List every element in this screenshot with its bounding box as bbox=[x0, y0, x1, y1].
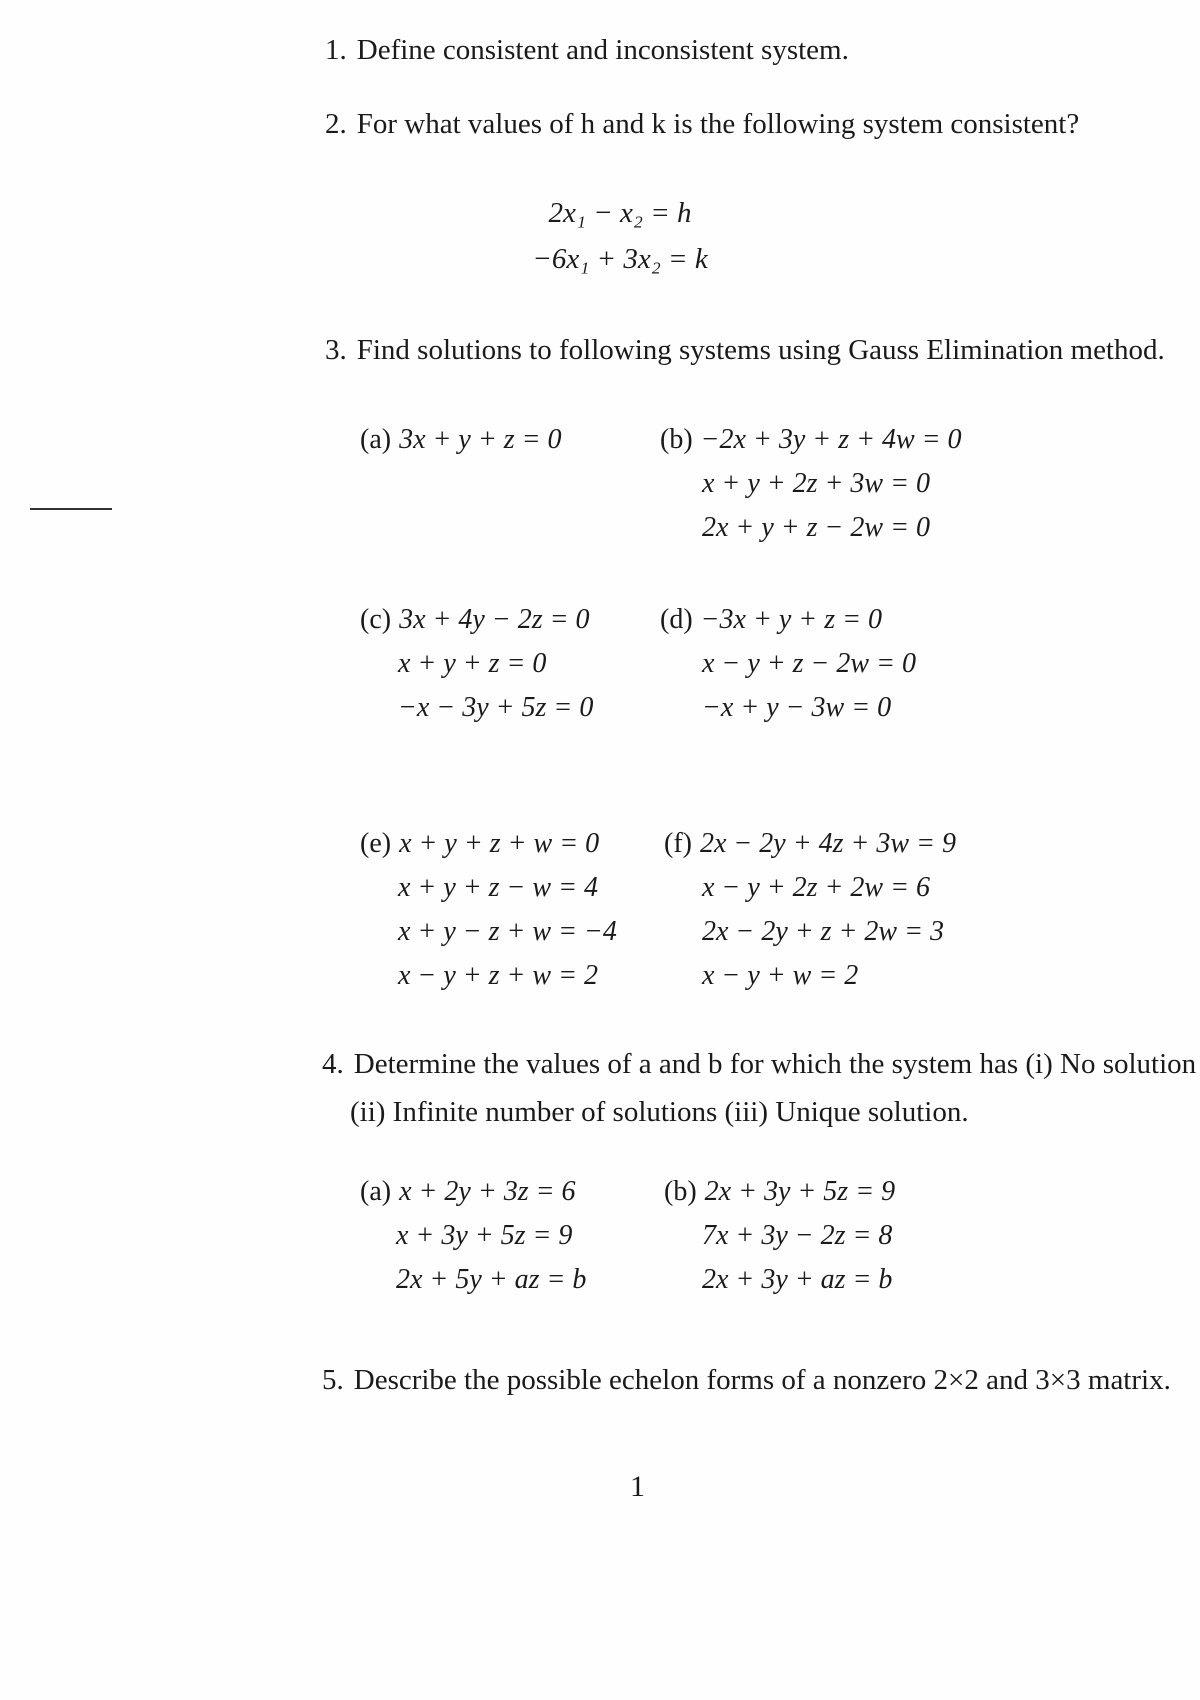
equation: 3x + 4y − 2z = 0 bbox=[399, 604, 590, 635]
part-label: (b) bbox=[664, 1176, 697, 1207]
question-2 bbox=[325, 108, 1079, 141]
equation: −3x + y + z = 0 bbox=[700, 604, 882, 635]
equation: x + y + z = 0 bbox=[398, 648, 547, 679]
equation: 2x + 3y + az = b bbox=[702, 1264, 893, 1295]
question-4-continued bbox=[350, 1096, 969, 1129]
equation: x − y + w = 2 bbox=[702, 960, 859, 991]
part-label: (a) bbox=[360, 1176, 392, 1207]
equation: x + y + z − w = 4 bbox=[398, 872, 599, 903]
system-3a bbox=[360, 418, 562, 462]
equation: x + 2y + 3z = 6 bbox=[399, 1176, 576, 1207]
page-number: 1 bbox=[630, 1470, 645, 1503]
equation: x − y + 2z + 2w = 6 bbox=[702, 872, 931, 903]
equation: x − y + z + w = 2 bbox=[398, 960, 599, 991]
system-3b bbox=[660, 418, 962, 550]
equation: −2x + 3y + z + 4w = 0 bbox=[700, 424, 962, 455]
question-number: 2. bbox=[325, 108, 347, 140]
question-text: Describe the possible echelon forms of a nonzero 2×2 and 3×3 matrix. bbox=[353, 1364, 1171, 1396]
equation: 2x + y + z − 2w = 0 bbox=[702, 512, 931, 543]
system-3e bbox=[360, 822, 617, 998]
equation: x + y + 2z + 3w = 0 bbox=[702, 468, 931, 499]
part-label: (a) bbox=[360, 424, 392, 455]
question-text: For what values of h and k is the following system consistent? bbox=[356, 108, 1080, 140]
q2-equations bbox=[470, 190, 770, 282]
system-4a bbox=[360, 1170, 586, 1302]
system-3c bbox=[360, 598, 593, 730]
system-3f bbox=[664, 822, 956, 998]
system-4b bbox=[664, 1170, 895, 1302]
equation: x − y + z − 2w = 0 bbox=[702, 648, 917, 679]
equation: −x − 3y + 5z = 0 bbox=[398, 692, 594, 723]
question-number: 1. bbox=[325, 34, 347, 66]
equation: 2x − 2y + z + 2w = 3 bbox=[702, 916, 945, 947]
question-text: Determine the values of a and b for which the system has (i) No solution bbox=[353, 1048, 1197, 1080]
question-text: Find solutions to following systems using Gauss Elimination method. bbox=[356, 334, 1165, 366]
equation: −6x₁ + 3x₂ = k bbox=[532, 243, 708, 275]
question-1 bbox=[325, 34, 849, 67]
equation: 3x + y + z = 0 bbox=[399, 424, 562, 455]
question-5 bbox=[322, 1364, 1171, 1397]
part-label: (c) bbox=[360, 604, 392, 635]
part-label: (d) bbox=[660, 604, 693, 635]
equation: 2x − 2y + 4z + 3w = 9 bbox=[699, 828, 956, 859]
question-number: 5. bbox=[322, 1364, 344, 1396]
equation: 2x + 5y + az = b bbox=[396, 1264, 587, 1295]
question-number: 4. bbox=[322, 1048, 344, 1080]
part-label: (b) bbox=[660, 424, 693, 455]
equation: x + y − z + w = −4 bbox=[398, 916, 617, 947]
question-4 bbox=[322, 1048, 1196, 1081]
system-3d bbox=[660, 598, 916, 730]
part-label: (e) bbox=[360, 828, 392, 859]
question-text: (ii) Infinite number of solutions (iii) Unique solution. bbox=[350, 1096, 969, 1128]
equation: 2x + 3y + 5z = 9 bbox=[704, 1176, 896, 1207]
equation: 2x₁ − x₂ = h bbox=[548, 197, 692, 229]
question-3 bbox=[325, 334, 1165, 367]
question-text: Define consistent and inconsistent system. bbox=[356, 34, 849, 66]
margin-mark bbox=[30, 508, 112, 510]
equation: x + 3y + 5z = 9 bbox=[396, 1220, 573, 1251]
equation: −x + y − 3w = 0 bbox=[702, 692, 892, 723]
question-number: 3. bbox=[325, 334, 347, 366]
equation: x + y + z + w = 0 bbox=[399, 828, 600, 859]
equation: 7x + 3y − 2z = 8 bbox=[702, 1220, 893, 1251]
part-label: (f) bbox=[664, 828, 692, 859]
